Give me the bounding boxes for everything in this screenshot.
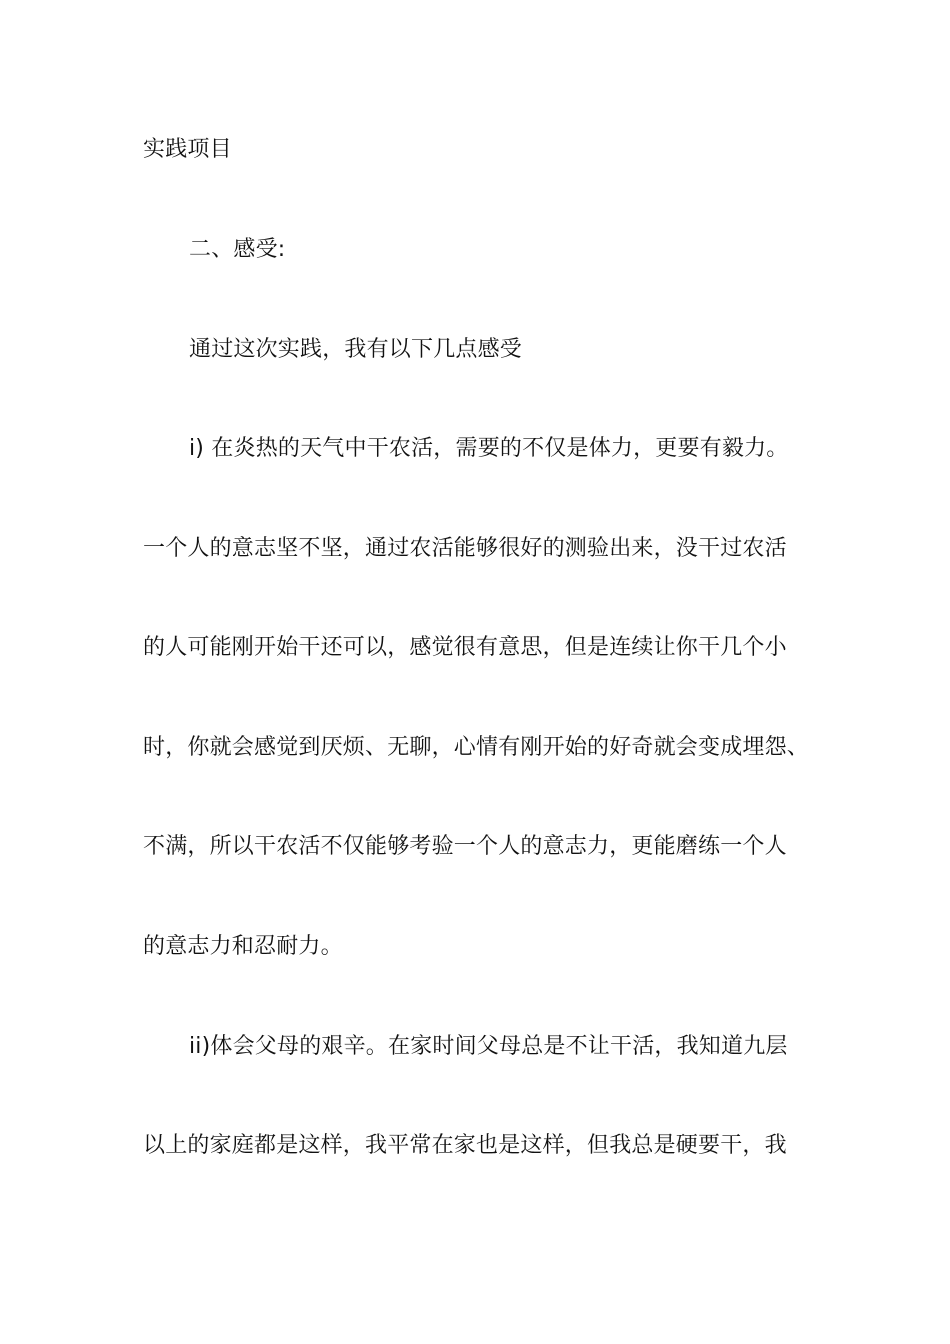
- body-line: i) 在炎热的天气中干农活，需要的不仅是体力，更要有毅力。: [189, 436, 789, 461]
- body-line: 一个人的意志坚不坚，通过农活能够很好的测验出来，没干过农活: [143, 536, 787, 561]
- intro-paragraph: 通过这次实践，我有以下几点感受: [189, 337, 523, 362]
- body-line: 不满，所以干农活不仅能够考验一个人的意志力，更能磨练一个人: [143, 834, 787, 859]
- body-line: 的人可能刚开始干还可以，感觉很有意思，但是连续让你干几个小: [143, 635, 787, 660]
- page-title: 实践项目: [143, 137, 232, 162]
- body-line: 以上的家庭都是这样，我平常在家也是这样，但我总是硬要干，我: [143, 1133, 787, 1158]
- body-line: 的意志力和忍耐力。: [143, 934, 343, 959]
- body-line: 时，你就会感觉到厌烦、无聊，心情有刚开始的好奇就会变成埋怨、: [143, 735, 810, 760]
- body-line: ii)体会父母的艰辛。在家时间父母总是不让干活，我知道九层: [189, 1034, 788, 1059]
- section-heading: 二、感受:: [189, 237, 286, 262]
